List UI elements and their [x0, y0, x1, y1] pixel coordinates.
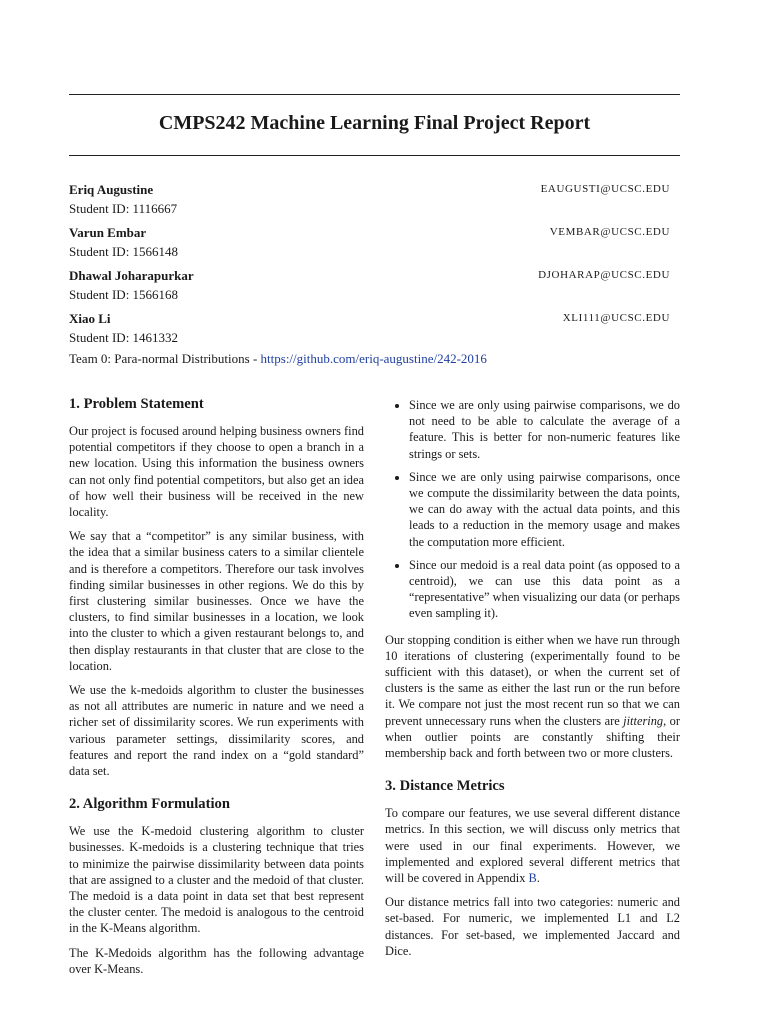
author-email[interactable]: EAUGUSTI@UCSC.EDU: [540, 183, 670, 195]
top-rule: [69, 94, 680, 95]
author-email[interactable]: XLI111@UCSC.EDU: [562, 312, 670, 324]
author-name: Varun Embar: [69, 225, 147, 240]
author-email[interactable]: VEMBAR@UCSC.EDU: [549, 226, 670, 238]
author-block: [69, 309, 670, 347]
paragraph: Our distance metrics fall into two categories: numeric and set-based. For numeric, we implemented L1 and L2 distances. For set-based, we implemented Jaccard and Dice.: [385, 895, 680, 958]
author-name: Dhawal Joharapurkar: [69, 268, 194, 283]
section-heading-algorithm: 2. Algorithm Formulation: [69, 796, 230, 813]
paragraph: We say that a “competitor” is any similar business, with the idea that a similar business caters to a similar clientele and is therefore a competitors. Therefore our task involves finding similar businesses in other regions. We do this by first clustering similar businesses. Once we have the clusters, to find similar businesses in a location, we look into the cluster to which a given restaurant belongs to, and then display restaurants in that cluster that are close to the location.: [69, 529, 364, 673]
advantages-list: [385, 397, 680, 622]
author-name: Xiao Li: [69, 311, 111, 326]
author-name: Eriq Augustine: [69, 182, 154, 197]
right-column: [385, 397, 680, 967]
list-item: • Since our medoid is a real data point (as opposed to a centroid), we can use this data point as a “representative” when visualizing our data (or perhaps even sampling it).: [409, 557, 680, 622]
author-email[interactable]: DJOHARAP@UCSC.EDU: [538, 269, 670, 281]
list-item: • Since we are only using pairwise comparisons, we do not need to be able to calculate the average of a feature. This is better for non-numeric features like strings or sets.: [409, 397, 680, 462]
author-student-id: Student ID: 1566148: [69, 244, 179, 259]
text-run: , or when outlier points are constantly shifting their membership back and forth between two or more clusters.: [385, 713, 680, 761]
text-run: .: [536, 871, 540, 886]
paper-title: CMPS242 Machine Learning Final Project Report: [158, 112, 591, 134]
section-heading-problem: 1. Problem Statement: [69, 396, 204, 412]
paragraph-stopping-condition: [385, 632, 680, 762]
author-student-id: Student ID: 1566168: [69, 287, 179, 302]
left-column: [69, 395, 364, 985]
author-student-id: Student ID: 1461332: [69, 330, 179, 345]
list-item: • Since we are only using pairwise comparisons, once we compute the dissimilarity between the data points, we can do away with the actual data points, and this leads to a reduction in the memory usage and makes the computation more efficient.: [409, 469, 680, 550]
text-run: Our stopping condition is either when we have run through 10 iterations of clustering (experimentally found to be sufficient with this dataset), or when the current set of clusters is the same as either the last run or the run before it. We compare not just the most recent run so that we can prevent unnecessary runs when the clusters are: [385, 632, 680, 728]
italic-term: jittering: [623, 713, 664, 728]
team-label: Team 0: Para-normal Distributions -: [69, 351, 261, 366]
paragraph: We use the k-medoids algorithm to cluster the businesses as not all attributes are numeric in nature and we need a richer set of dissimilarity scores. We run experiments with various parameter settings, dissimilarity scores, and features and report the rand index on a “gold standard” data set.: [69, 683, 364, 779]
paragraph: [385, 805, 680, 886]
author-block: [69, 223, 670, 261]
section-heading-distance: 3. Distance Metrics: [385, 778, 505, 795]
paragraph: We use the K-medoid clustering algorithm to cluster businesses. K-medoids is a clustering technique that tries to minimize the pairwise dissimilarity between data points that are assigned to a cluster and the medoid of that cluster. The medoid is a data point in data set that best represent the cluster center. The medoid is analogous to the centroid in the K-Means algorithm.: [69, 824, 364, 936]
team-line: [69, 350, 487, 368]
author-block: [69, 266, 670, 304]
github-link[interactable]: https://github.com/eriq-augustine/242-2016: [260, 351, 487, 366]
appendix-link[interactable]: B: [528, 871, 537, 886]
author-block: [69, 180, 670, 218]
paragraph: Our project is focused around helping business owners find potential competitors if they choose to open a branch in a new location. Using this information the business owners can not only find potential competitors, but also get an idea of how well their business will be received in the new locality.: [69, 424, 364, 520]
text-run: To compare our features, we use several different distance metrics. In this section, we will discuss only metrics that were used in our final experiments. However, we implemented and explored several different metrics that will be covered in Appendix: [385, 806, 680, 886]
paragraph: The K-Medoids algorithm has the following advantage over K-Means.: [69, 945, 364, 976]
title-bottom-rule: [69, 155, 680, 156]
author-student-id: Student ID: 1116667: [69, 201, 178, 216]
